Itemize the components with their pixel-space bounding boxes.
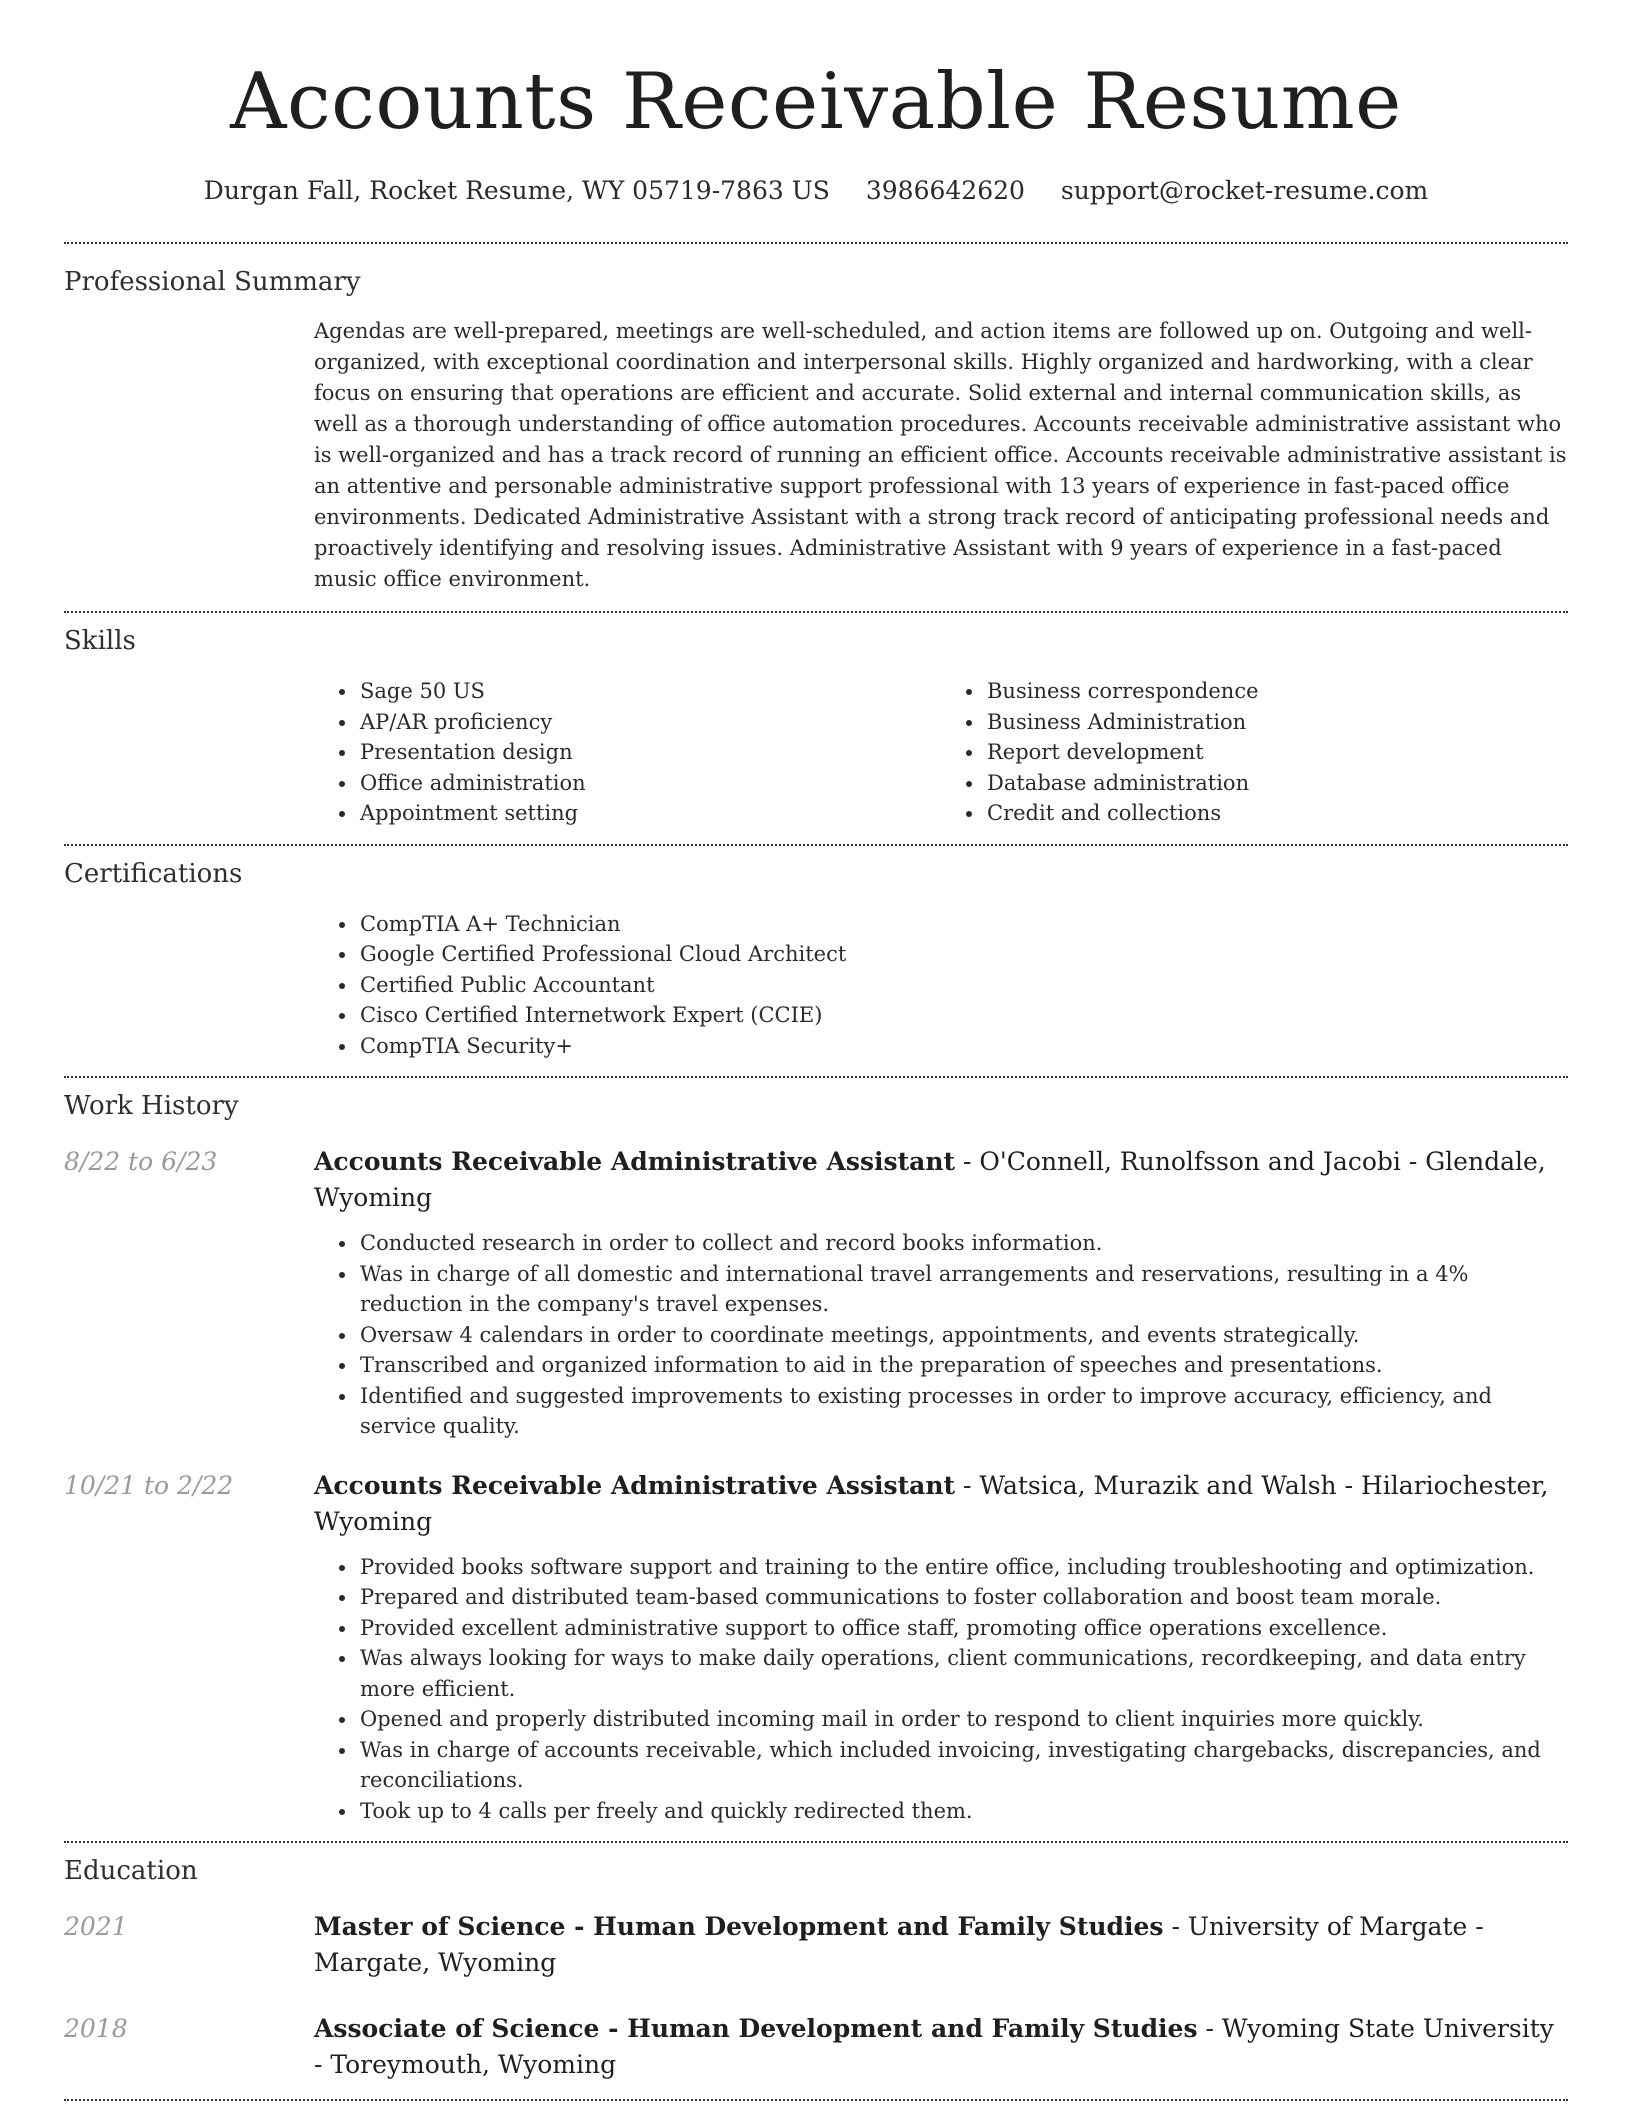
- job-bullet: • Took up to 4 calls per freely and quickly redirected them.: [358, 1796, 1568, 1827]
- certification-item: • Cisco Certified Internetwork Expert (CCIE): [358, 1000, 1568, 1031]
- skill-item: • Business Administration: [985, 707, 1568, 738]
- certification-item: • Certified Public Accountant: [358, 970, 1568, 1001]
- job-heading: [314, 1144, 1568, 1216]
- summary-section: [64, 244, 1568, 595]
- certification-item: • Google Certified Professional Cloud Architect: [358, 939, 1568, 970]
- job-dates: 10/21 to 2/22: [64, 1470, 234, 1500]
- skills-section: [64, 613, 1568, 829]
- skill-item: • Presentation design: [358, 737, 941, 768]
- job-bullet: • Provided books software support and training to the entire office, including troubleshooting and optimization.: [358, 1552, 1568, 1583]
- job-bullets: [314, 1552, 1568, 1827]
- skill-item: • Sage 50 US: [358, 676, 941, 707]
- education-year: 2021: [64, 1912, 128, 1941]
- job-employer: - Watsica, Murazik and Walsh - Hilariochester, Wyoming: [314, 1470, 1549, 1536]
- job-bullet: • Was always looking for ways to make daily operations, client communications, recordkeeping, and data entry more efficient.: [358, 1643, 1568, 1704]
- work-history-section: [64, 1078, 1568, 1826]
- job-bullet: • Was in charge of all domestic and international travel arrangements and reservations, resulting in a 4% reduction in the company's travel expenses.: [358, 1259, 1568, 1320]
- skills-list-left: [314, 676, 941, 829]
- education-degree: Master of Science - Human Development and Family Studies: [314, 1912, 1164, 1941]
- education-degree: Associate of Science - Human Development and Family Studies: [314, 2014, 1198, 2043]
- contact-address: Durgan Fall, Rocket Resume, WY 05719-7863 US: [203, 176, 830, 205]
- section-heading-education: Education: [64, 1856, 198, 1886]
- skill-item: • Credit and collections: [985, 798, 1568, 829]
- education-section: [64, 1843, 1568, 2083]
- certifications-list: [314, 909, 1568, 1062]
- contact-phone: 3986642620: [865, 176, 1025, 205]
- skill-item: • Report development: [985, 737, 1568, 768]
- skill-item: • Business correspondence: [985, 676, 1568, 707]
- job-heading: [314, 1468, 1568, 1540]
- education-heading: [314, 2011, 1568, 2083]
- education-heading: [314, 1909, 1568, 1981]
- job-title: Accounts Receivable Administrative Assistant: [314, 1147, 956, 1176]
- section-heading-skills: Skills: [64, 626, 136, 656]
- job-title: Accounts Receivable Administrative Assistant: [314, 1470, 956, 1500]
- certification-item: • CompTIA Security+: [358, 1031, 1568, 1062]
- contact-email: support@rocket-resume.com: [1060, 176, 1429, 205]
- skill-item: • AP/AR proficiency: [358, 707, 941, 738]
- job-entry: [64, 1468, 1568, 1827]
- skill-item: • Appointment setting: [358, 798, 941, 829]
- contact-line: [64, 174, 1568, 208]
- skills-list-right: [941, 676, 1568, 829]
- job-bullet: • Transcribed and organized information to aid in the preparation of speeches and presentations.: [358, 1350, 1568, 1381]
- job-bullet: • Provided excellent administrative support to office staff, promoting office operations excellence.: [358, 1613, 1568, 1644]
- job-employer: - O'Connell, Runolfsson and Jacobi - Glendale, Wyoming: [314, 1147, 1546, 1212]
- summary-text: Agendas are well-prepared, meetings are well-scheduled, and action items are followed up on. Outgoing and well-organized, with exceptional coordination and interpersonal skills. Highly organized and hardworking, with a clear focus on ensuring that operations are efficient and accurate. Solid external and internal communication skills, as well as a thorough understanding of office automation procedures. Accounts receivable administrative assistant who is well-organized and has a track record of running an efficient office. Accounts receivable administrative assistant is an attentive and personable administrative support professional with 13 years of experience in fast-paced office environments. Dedicated Administrative Assistant with a strong track record of anticipating professional needs and proactively identifying and resolving issues. Administrative Assistant with 9 years of experience in a fast-paced music office environment.: [314, 319, 1567, 591]
- job-bullet: • Was in charge of accounts receivable, which included invoicing, investigating chargebacks, discrepancies, and reconciliations.: [358, 1735, 1568, 1796]
- education-entry: [64, 1909, 1568, 1981]
- job-bullet: • Opened and properly distributed incoming mail in order to respond to client inquiries more quickly.: [358, 1704, 1568, 1735]
- section-heading-certifications: Certifications: [64, 858, 243, 889]
- job-bullet: • Identified and suggested improvements to existing processes in order to improve accuracy, efficiency, and service quality.: [358, 1381, 1568, 1442]
- education-entry: [64, 2011, 1568, 2083]
- skill-item: • Database administration: [985, 768, 1568, 799]
- job-entry: [64, 1144, 1568, 1442]
- resume-title: Accounts Receivable Resume: [230, 57, 1402, 147]
- section-divider: [64, 2099, 1568, 2101]
- job-bullet: • Oversaw 4 calendars in order to coordinate meetings, appointments, and events strategically.: [358, 1320, 1568, 1351]
- job-bullets: [314, 1228, 1568, 1442]
- education-school: - University of Margate - Margate, Wyoming: [314, 1912, 1484, 1977]
- education-year: 2018: [64, 2014, 128, 2043]
- section-heading-work-history: Work History: [64, 1091, 239, 1121]
- job-bullet: • Prepared and distributed team-based communications to foster collaboration and boost team morale.: [358, 1582, 1568, 1613]
- certification-item: • CompTIA A+ Technician: [358, 909, 1568, 940]
- job-dates: 8/22 to 6/23: [64, 1147, 218, 1176]
- skill-item: • Office administration: [358, 768, 941, 799]
- education-school: - Wyoming State University - Toreymouth, Wyoming: [314, 2014, 1554, 2079]
- section-heading-summary: Professional Summary: [64, 267, 361, 297]
- certifications-section: [64, 846, 1568, 1062]
- job-bullet: • Conducted research in order to collect and record books information.: [358, 1228, 1568, 1259]
